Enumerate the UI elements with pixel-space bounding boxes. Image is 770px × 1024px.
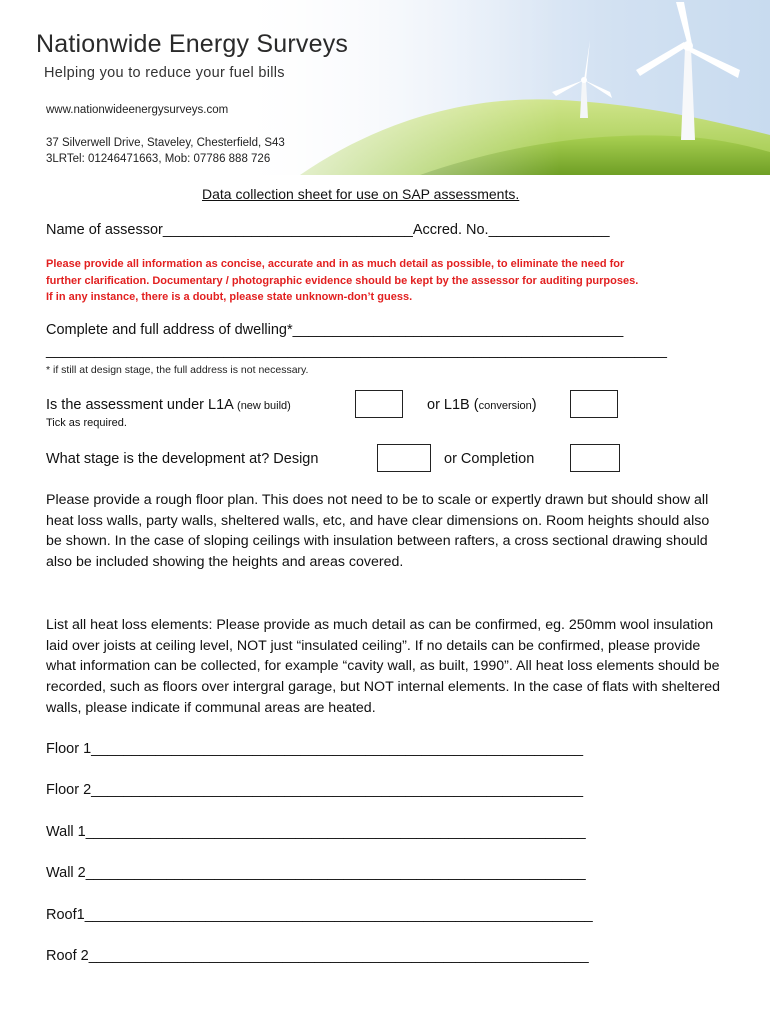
roof-1-field[interactable]: Roof1_______________________________________________________________ bbox=[46, 907, 593, 923]
warning-line: If in any instance, there is a doubt, please state unknown-don’t guess. bbox=[46, 291, 413, 303]
l1b-checkbox[interactable] bbox=[570, 390, 618, 418]
completion-checkbox[interactable] bbox=[570, 444, 620, 472]
floor-plan-instructions: Please provide a rough floor plan. This does not need to be to scale or expertly drawn but should show all heat loss walls, party walls, sheltered walls, etc, and have clear dimensions on. Room heights should also be shown. In the case of sloping ceilings with insulation between rafters, a cross sectional drawing should also be included showing the heights and areas covered. bbox=[46, 492, 710, 571]
letterhead bbox=[0, 0, 770, 175]
address-footnote: * if still at design stage, the full address is not necessary. bbox=[46, 364, 309, 376]
warning-line: further clarification. Documentary / photographic evidence should be kept by the assessor for auditing purposes. bbox=[46, 274, 639, 287]
l1b-option-label bbox=[427, 397, 537, 413]
warning-line: Please provide all information as concise, accurate and in as much detail as possible, to eliminate the need for bbox=[46, 258, 625, 270]
company-phone: 3LRTel: 01246471663, Mob: 07786 888 726 bbox=[46, 153, 271, 165]
l1a-checkbox[interactable] bbox=[355, 390, 403, 418]
option-text: or L1B ( bbox=[427, 397, 479, 413]
question-text: Is the assessment under L1A bbox=[46, 397, 238, 413]
assessment-type-question bbox=[46, 397, 291, 413]
dwelling-address-field-line2[interactable]: _____________________________________________________________________________ bbox=[46, 343, 667, 359]
company-name: Nationwide Energy Surveys bbox=[36, 30, 349, 58]
option-close: ) bbox=[531, 397, 537, 413]
tick-instruction: Tick as required. bbox=[46, 417, 127, 429]
floor-2-field[interactable]: Floor 2_____________________________________________________________ bbox=[46, 782, 584, 798]
floor-1-field[interactable]: Floor 1_____________________________________________________________ bbox=[46, 741, 584, 757]
development-stage-question: What stage is the development at? Design bbox=[46, 451, 319, 467]
conversion-hint: conversion bbox=[478, 400, 532, 412]
instructions-warning bbox=[46, 256, 638, 306]
completion-option-label: or Completion bbox=[444, 451, 535, 467]
website-link[interactable]: www.nationwideenergysurveys.com bbox=[46, 104, 229, 116]
sheet-title: Data collection sheet for use on SAP assessments. bbox=[202, 186, 520, 202]
design-checkbox[interactable] bbox=[377, 444, 431, 472]
dwelling-address-field[interactable]: Complete and full address of dwelling*_________________________________________ bbox=[46, 322, 624, 338]
roof-2-field[interactable]: Roof 2______________________________________________________________ bbox=[46, 948, 589, 964]
wall-2-field[interactable]: Wall 2______________________________________________________________ bbox=[46, 865, 586, 881]
company-address: 37 Silverwell Drive, Staveley, Chesterfield, S43 bbox=[46, 137, 285, 149]
new-build-hint: (new build) bbox=[237, 400, 291, 412]
company-tagline: Helping you to reduce your fuel bills bbox=[44, 65, 285, 81]
heat-loss-instructions: List all heat loss elements: Please provide as much detail as can be confirmed, eg. 250mm wool insulation laid over joists at ceiling level, NOT just “insulated ceiling”. If no details can be confirmed, please provide what information can be collected, for example “cavity wall, as built, 1990”. All heat loss elements should be recorded, such as floors over intergral garage, but NOT internal elements. In the case of flats with sheltered walls, please indicate if communal areas are heated. bbox=[46, 617, 720, 716]
wall-1-field[interactable]: Wall 1______________________________________________________________ bbox=[46, 824, 586, 840]
assessor-field[interactable]: Name of assessor_______________________________Accred. No._______________ bbox=[46, 222, 610, 238]
